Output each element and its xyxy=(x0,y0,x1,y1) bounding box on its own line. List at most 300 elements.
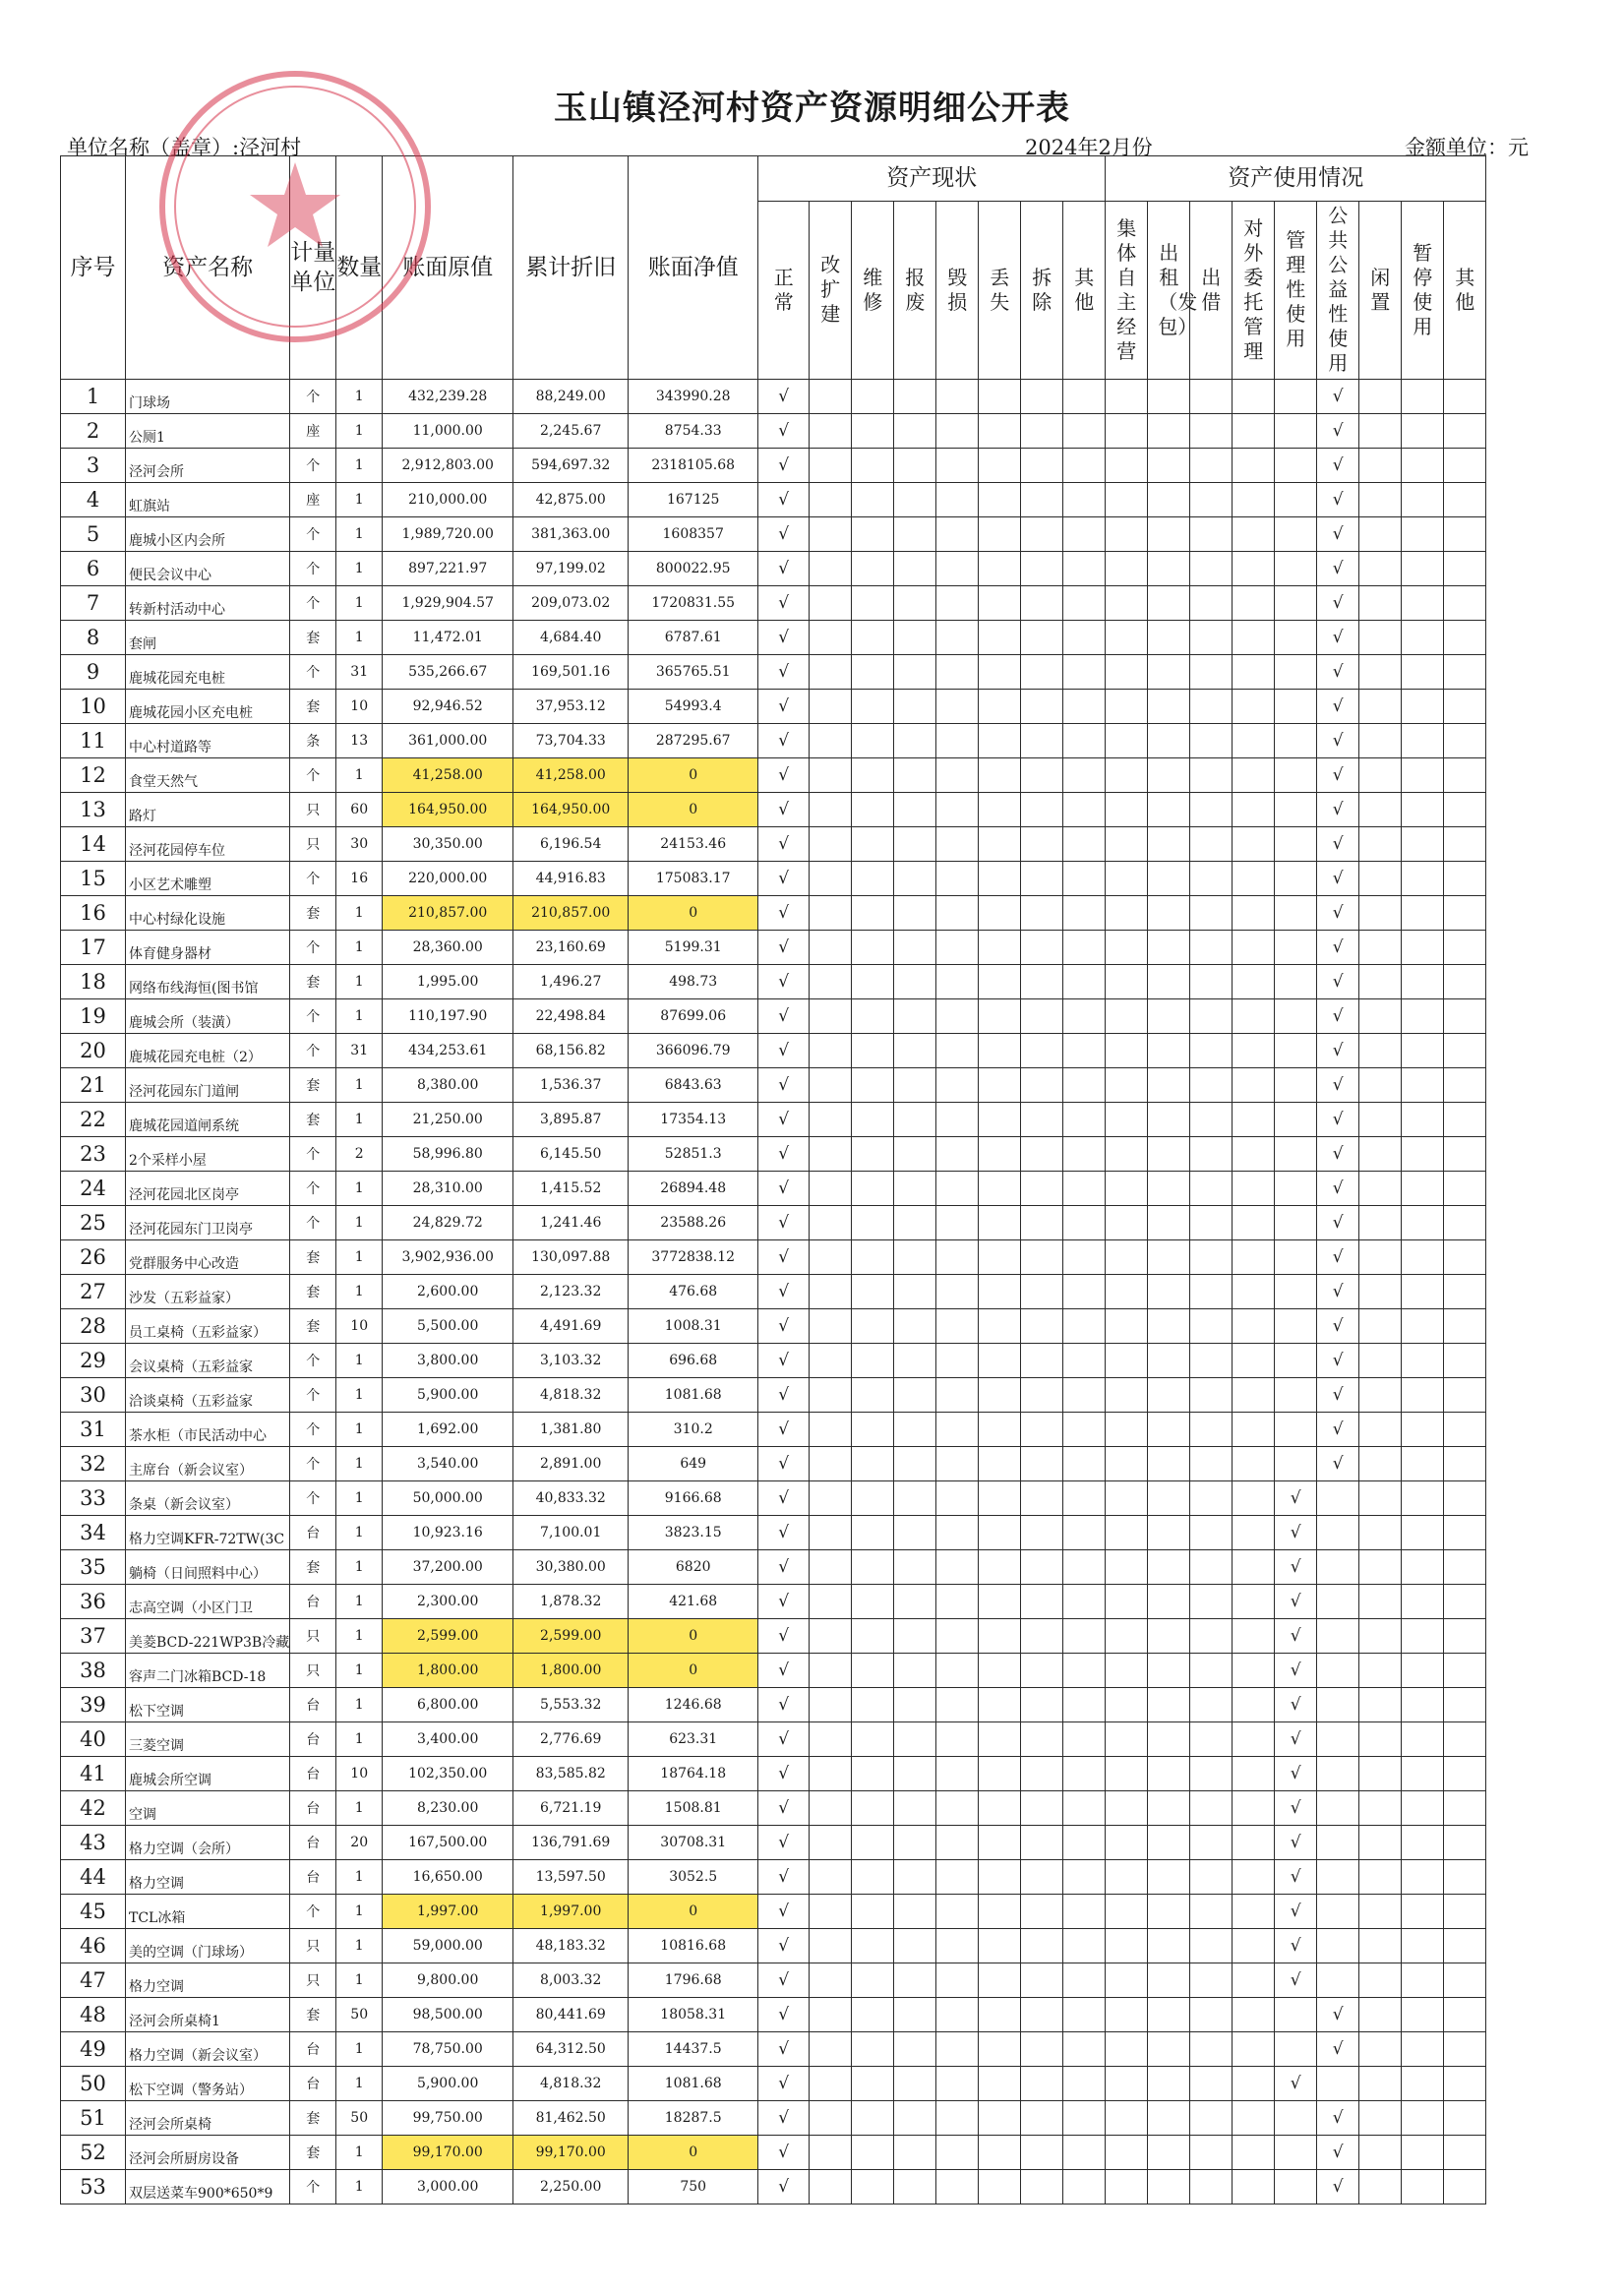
usage-check-cell xyxy=(1359,1137,1402,1172)
cell-qty: 2 xyxy=(336,1137,383,1172)
cell-idx: 17 xyxy=(61,931,126,965)
status-check-cell xyxy=(1021,1137,1063,1172)
status-check-cell xyxy=(1063,1722,1106,1757)
status-check-cell xyxy=(1021,380,1063,414)
status-check-cell xyxy=(979,1963,1021,1998)
status-check-cell: √ xyxy=(758,1895,810,1929)
cell-depr: 73,704.33 xyxy=(513,724,629,758)
cell-qty: 1 xyxy=(336,1481,383,1516)
status-check-cell xyxy=(979,1619,1021,1654)
usage-check-cell xyxy=(1444,690,1486,724)
usage-check-cell xyxy=(1359,758,1402,793)
table-row xyxy=(61,999,1486,1034)
status-check-cell xyxy=(1021,1791,1063,1826)
usage-check-cell xyxy=(1233,1344,1275,1378)
cell-name: 中心村道路等 xyxy=(126,724,290,758)
status-check-cell xyxy=(1063,1447,1106,1481)
usage-check-cell xyxy=(1402,380,1444,414)
usage-check-cell xyxy=(1106,965,1148,999)
usage-check-cell xyxy=(1106,793,1148,827)
cell-depr: 48,183.32 xyxy=(513,1929,629,1963)
usage-check-cell xyxy=(1359,690,1402,724)
status-check-cell xyxy=(894,1963,936,1998)
usage-check-cell xyxy=(1444,1413,1486,1447)
status-check-cell xyxy=(894,586,936,621)
usage-check-cell xyxy=(1148,690,1190,724)
table-row xyxy=(61,449,1486,483)
usage-check-cell: √ xyxy=(1317,2032,1359,2067)
status-check-cell xyxy=(1021,2170,1063,2204)
currency-unit-label: 金额单位：元 xyxy=(1405,136,1529,159)
status-check-cell xyxy=(852,1103,894,1137)
usage-check-cell xyxy=(1190,1481,1233,1516)
usage-check-cell xyxy=(1148,1309,1190,1344)
cell-depr: 6,721.19 xyxy=(513,1791,629,1826)
cell-idx: 11 xyxy=(61,724,126,758)
cell-qty: 1 xyxy=(336,449,383,483)
status-check-cell xyxy=(936,1172,979,1206)
status-check-cell: √ xyxy=(758,1757,810,1791)
usage-check-cell xyxy=(1359,1103,1402,1137)
status-check-cell xyxy=(1063,1137,1106,1172)
usage-check-cell xyxy=(1190,1963,1233,1998)
status-check-cell xyxy=(810,483,852,517)
status-check-cell xyxy=(1063,1068,1106,1103)
usage-check-cell xyxy=(1190,586,1233,621)
table-row xyxy=(61,1585,1486,1619)
status-check-cell xyxy=(894,931,936,965)
cell-qty: 1 xyxy=(336,483,383,517)
usage-check-cell xyxy=(1148,1447,1190,1481)
cell-orig: 99,750.00 xyxy=(383,2101,513,2136)
cell-net: 365765.51 xyxy=(629,655,758,690)
cell-unit: 个 xyxy=(290,517,336,552)
status-check-cell: √ xyxy=(758,1137,810,1172)
cell-idx: 40 xyxy=(61,1722,126,1757)
table-row xyxy=(61,965,1486,999)
status-check-cell xyxy=(894,2067,936,2101)
cell-idx: 3 xyxy=(61,449,126,483)
cell-name: 小区艺术雕塑 xyxy=(126,862,290,896)
header-group-row xyxy=(61,156,1486,202)
status-check-cell xyxy=(979,896,1021,931)
usage-check-cell xyxy=(1444,586,1486,621)
cell-orig: 21,250.00 xyxy=(383,1103,513,1137)
cell-idx: 29 xyxy=(61,1344,126,1378)
table-row xyxy=(61,414,1486,449)
usage-check-cell xyxy=(1106,1137,1148,1172)
status-check-cell: √ xyxy=(758,724,810,758)
usage-check-cell xyxy=(1359,1447,1402,1481)
status-check-cell xyxy=(894,414,936,449)
usage-check-cell xyxy=(1359,1654,1402,1688)
usage-check-cell xyxy=(1233,793,1275,827)
usage-check-cell xyxy=(1359,1688,1402,1722)
cell-idx: 35 xyxy=(61,1550,126,1585)
usage-check-cell xyxy=(1190,1585,1233,1619)
status-check-cell xyxy=(810,621,852,655)
status-check-cell xyxy=(894,1929,936,1963)
usage-check-cell xyxy=(1148,1172,1190,1206)
usage-check-cell xyxy=(1148,2136,1190,2170)
status-check-cell xyxy=(979,1722,1021,1757)
header-usage-col-5: 公共公益性使用 xyxy=(1317,202,1359,380)
usage-check-cell xyxy=(1359,1275,1402,1309)
cell-qty: 31 xyxy=(336,1034,383,1068)
cell-net: 1008.31 xyxy=(629,1309,758,1344)
cell-depr: 97,199.02 xyxy=(513,552,629,586)
usage-check-cell xyxy=(1148,414,1190,449)
status-check-cell xyxy=(1063,655,1106,690)
usage-check-cell xyxy=(1148,586,1190,621)
status-check-cell xyxy=(979,1895,1021,1929)
usage-check-cell xyxy=(1106,1447,1148,1481)
usage-check-cell xyxy=(1275,1172,1317,1206)
status-check-cell xyxy=(852,621,894,655)
cell-orig: 102,350.00 xyxy=(383,1757,513,1791)
cell-depr: 40,833.32 xyxy=(513,1481,629,1516)
status-check-cell: √ xyxy=(758,1550,810,1585)
status-check-cell xyxy=(852,1550,894,1585)
cell-qty: 60 xyxy=(336,793,383,827)
status-check-cell xyxy=(852,1757,894,1791)
table-row xyxy=(61,2136,1486,2170)
usage-check-cell xyxy=(1233,1516,1275,1550)
usage-check-cell xyxy=(1317,1757,1359,1791)
cell-unit: 套 xyxy=(290,690,336,724)
usage-check-cell xyxy=(1148,896,1190,931)
status-check-cell xyxy=(1063,483,1106,517)
cell-orig: 1,800.00 xyxy=(383,1654,513,1688)
cell-unit: 个 xyxy=(290,655,336,690)
usage-check-cell xyxy=(1148,2101,1190,2136)
usage-check-cell xyxy=(1402,1757,1444,1791)
usage-check-cell xyxy=(1148,1895,1190,1929)
cell-orig: 92,946.52 xyxy=(383,690,513,724)
usage-check-cell: √ xyxy=(1275,1481,1317,1516)
usage-check-cell xyxy=(1190,1619,1233,1654)
cell-qty: 1 xyxy=(336,1963,383,1998)
cell-orig: 24,829.72 xyxy=(383,1206,513,1240)
status-check-cell xyxy=(894,724,936,758)
status-check-cell xyxy=(1063,1619,1106,1654)
table-row xyxy=(61,1034,1486,1068)
usage-check-cell xyxy=(1148,1068,1190,1103)
cell-qty: 1 xyxy=(336,1240,383,1275)
usage-check-cell xyxy=(1444,1929,1486,1963)
cell-name: 泾河花园东门道闸 xyxy=(126,1068,290,1103)
usage-check-cell xyxy=(1148,1585,1190,1619)
status-check-cell xyxy=(894,1344,936,1378)
cell-qty: 1 xyxy=(336,758,383,793)
usage-check-cell xyxy=(1148,1034,1190,1068)
cell-idx: 2 xyxy=(61,414,126,449)
cell-depr: 381,363.00 xyxy=(513,517,629,552)
usage-check-cell xyxy=(1275,690,1317,724)
usage-check-cell xyxy=(1106,414,1148,449)
usage-check-cell xyxy=(1444,1068,1486,1103)
status-check-cell xyxy=(894,1860,936,1895)
usage-check-cell xyxy=(1444,1034,1486,1068)
cell-depr: 3,895.87 xyxy=(513,1103,629,1137)
usage-check-cell: √ xyxy=(1317,2170,1359,2204)
usage-check-cell xyxy=(1106,1378,1148,1413)
status-check-cell xyxy=(979,1344,1021,1378)
status-check-cell xyxy=(1021,2067,1063,2101)
status-check-cell xyxy=(1021,1895,1063,1929)
status-check-cell xyxy=(936,1860,979,1895)
usage-check-cell xyxy=(1233,1413,1275,1447)
cell-name: TCL冰箱 xyxy=(126,1895,290,1929)
table-row xyxy=(61,793,1486,827)
table-row xyxy=(61,1929,1486,1963)
table-row xyxy=(61,1860,1486,1895)
usage-check-cell xyxy=(1402,724,1444,758)
usage-check-cell xyxy=(1444,1688,1486,1722)
status-check-cell xyxy=(852,1068,894,1103)
status-check-cell xyxy=(936,2136,979,2170)
cell-unit: 套 xyxy=(290,1275,336,1309)
cell-name: 泾河花园停车位 xyxy=(126,827,290,862)
status-check-cell xyxy=(1063,724,1106,758)
cell-net: 0 xyxy=(629,896,758,931)
cell-name: 格力空调（新会议室） xyxy=(126,2032,290,2067)
usage-check-cell xyxy=(1148,862,1190,896)
status-check-cell xyxy=(979,517,1021,552)
status-check-cell: √ xyxy=(758,1826,810,1860)
status-check-cell xyxy=(936,793,979,827)
status-check-cell xyxy=(936,1275,979,1309)
usage-check-cell xyxy=(1402,1206,1444,1240)
usage-check-cell xyxy=(1444,1860,1486,1895)
cell-unit: 台 xyxy=(290,1516,336,1550)
status-check-cell xyxy=(810,1619,852,1654)
cell-qty: 10 xyxy=(336,690,383,724)
status-check-cell xyxy=(810,2067,852,2101)
status-check-cell xyxy=(894,449,936,483)
usage-check-cell xyxy=(1402,1240,1444,1275)
status-check-cell xyxy=(894,1137,936,1172)
usage-check-cell xyxy=(1402,1378,1444,1413)
usage-check-cell xyxy=(1106,1275,1148,1309)
usage-check-cell xyxy=(1233,827,1275,862)
usage-check-cell xyxy=(1233,1791,1275,1826)
usage-check-cell xyxy=(1444,1895,1486,1929)
status-check-cell xyxy=(979,1413,1021,1447)
status-check-cell xyxy=(1063,552,1106,586)
usage-check-cell: √ xyxy=(1317,1447,1359,1481)
status-check-cell xyxy=(894,1447,936,1481)
usage-check-cell xyxy=(1106,1068,1148,1103)
status-check-cell: √ xyxy=(758,1275,810,1309)
status-check-cell xyxy=(852,552,894,586)
cell-orig: 10,923.16 xyxy=(383,1516,513,1550)
cell-net: 0 xyxy=(629,793,758,827)
cell-depr: 1,381.80 xyxy=(513,1413,629,1447)
status-check-cell xyxy=(810,1550,852,1585)
cell-orig: 1,995.00 xyxy=(383,965,513,999)
status-check-cell xyxy=(810,449,852,483)
status-check-cell xyxy=(979,1688,1021,1722)
usage-check-cell xyxy=(1148,1998,1190,2032)
usage-check-cell xyxy=(1402,1172,1444,1206)
usage-check-cell xyxy=(1359,965,1402,999)
status-check-cell xyxy=(936,1550,979,1585)
status-check-cell xyxy=(894,1722,936,1757)
status-check-cell xyxy=(810,1103,852,1137)
cell-name: 格力空调 xyxy=(126,1963,290,1998)
cell-depr: 1,241.46 xyxy=(513,1206,629,1240)
status-check-cell xyxy=(979,586,1021,621)
cell-idx: 44 xyxy=(61,1860,126,1895)
usage-check-cell xyxy=(1402,1103,1444,1137)
status-check-cell xyxy=(852,931,894,965)
usage-check-cell xyxy=(1106,1895,1148,1929)
status-check-cell xyxy=(1021,1516,1063,1550)
status-check-cell xyxy=(936,1344,979,1378)
status-check-cell xyxy=(1063,380,1106,414)
status-check-cell xyxy=(852,1688,894,1722)
table-row xyxy=(61,1137,1486,1172)
header-status-col-7: 其他 xyxy=(1063,202,1106,380)
status-check-cell xyxy=(894,1172,936,1206)
usage-check-cell xyxy=(1106,1585,1148,1619)
usage-check-cell xyxy=(1233,999,1275,1034)
cell-net: 649 xyxy=(629,1447,758,1481)
status-check-cell xyxy=(852,1481,894,1516)
usage-check-cell xyxy=(1444,1757,1486,1791)
usage-check-cell xyxy=(1402,2101,1444,2136)
status-check-cell xyxy=(936,1963,979,1998)
status-check-cell: √ xyxy=(758,552,810,586)
status-check-cell xyxy=(936,1826,979,1860)
cell-unit: 座 xyxy=(290,483,336,517)
status-check-cell xyxy=(894,2136,936,2170)
status-check-cell xyxy=(936,2170,979,2204)
status-check-cell xyxy=(894,1585,936,1619)
status-check-cell xyxy=(1063,965,1106,999)
cell-depr: 23,160.69 xyxy=(513,931,629,965)
status-check-cell xyxy=(852,483,894,517)
usage-check-cell xyxy=(1148,1860,1190,1895)
usage-check-cell xyxy=(1359,2032,1402,2067)
cell-unit: 个 xyxy=(290,1034,336,1068)
usage-check-cell: √ xyxy=(1275,1550,1317,1585)
status-check-cell xyxy=(894,1481,936,1516)
status-check-cell xyxy=(1021,1688,1063,1722)
status-check-cell xyxy=(979,1068,1021,1103)
status-check-cell xyxy=(852,2170,894,2204)
status-check-cell: √ xyxy=(758,655,810,690)
cell-name: 泾河会所桌椅1 xyxy=(126,1998,290,2032)
status-check-cell xyxy=(810,690,852,724)
status-check-cell xyxy=(979,965,1021,999)
usage-check-cell xyxy=(1275,1103,1317,1137)
usage-check-cell: √ xyxy=(1275,1654,1317,1688)
status-check-cell xyxy=(894,793,936,827)
status-check-cell xyxy=(1063,1309,1106,1344)
status-check-cell xyxy=(979,655,1021,690)
usage-check-cell: √ xyxy=(1317,2101,1359,2136)
usage-check-cell xyxy=(1148,1103,1190,1137)
header-orig: 账面原值 xyxy=(383,156,513,380)
usage-check-cell: √ xyxy=(1317,896,1359,931)
usage-check-cell xyxy=(1317,1791,1359,1826)
status-check-cell xyxy=(1021,1929,1063,1963)
status-check-cell xyxy=(1021,1826,1063,1860)
status-check-cell xyxy=(810,965,852,999)
usage-check-cell xyxy=(1275,1206,1317,1240)
usage-check-cell xyxy=(1444,1585,1486,1619)
usage-check-cell xyxy=(1359,1172,1402,1206)
status-check-cell xyxy=(1021,2101,1063,2136)
usage-check-cell: √ xyxy=(1317,931,1359,965)
cell-qty: 1 xyxy=(336,586,383,621)
usage-check-cell xyxy=(1106,586,1148,621)
table-row xyxy=(61,2101,1486,2136)
cell-unit: 个 xyxy=(290,1413,336,1447)
table-row xyxy=(61,1103,1486,1137)
cell-qty: 1 xyxy=(336,1516,383,1550)
cell-idx: 45 xyxy=(61,1895,126,1929)
status-check-cell: √ xyxy=(758,2170,810,2204)
cell-unit: 台 xyxy=(290,1722,336,1757)
status-check-cell xyxy=(852,2032,894,2067)
usage-check-cell xyxy=(1402,1447,1444,1481)
cell-net: 3823.15 xyxy=(629,1516,758,1550)
status-check-cell xyxy=(979,827,1021,862)
status-check-cell xyxy=(936,414,979,449)
usage-check-cell xyxy=(1402,2136,1444,2170)
usage-check-cell: √ xyxy=(1317,862,1359,896)
usage-check-cell xyxy=(1402,1619,1444,1654)
status-check-cell xyxy=(852,1240,894,1275)
usage-check-cell xyxy=(1148,1826,1190,1860)
cell-unit: 个 xyxy=(290,1172,336,1206)
status-check-cell xyxy=(979,1172,1021,1206)
cell-orig: 1,929,904.57 xyxy=(383,586,513,621)
usage-check-cell xyxy=(1402,414,1444,449)
header-usage-col-8: 其他 xyxy=(1444,202,1486,380)
status-check-cell xyxy=(1021,827,1063,862)
usage-check-cell xyxy=(1402,999,1444,1034)
status-check-cell xyxy=(852,862,894,896)
usage-check-cell xyxy=(1444,1550,1486,1585)
usage-check-cell xyxy=(1190,380,1233,414)
usage-check-cell xyxy=(1402,483,1444,517)
usage-check-cell xyxy=(1106,1413,1148,1447)
status-check-cell xyxy=(852,793,894,827)
usage-check-cell xyxy=(1359,1550,1402,1585)
cell-orig: 11,000.00 xyxy=(383,414,513,449)
usage-check-cell: √ xyxy=(1275,1963,1317,1998)
usage-check-cell xyxy=(1359,793,1402,827)
cell-orig: 30,350.00 xyxy=(383,827,513,862)
status-check-cell xyxy=(979,1034,1021,1068)
cell-depr: 44,916.83 xyxy=(513,862,629,896)
status-check-cell xyxy=(810,1585,852,1619)
cell-idx: 28 xyxy=(61,1309,126,1344)
usage-check-cell: √ xyxy=(1317,380,1359,414)
status-check-cell xyxy=(1021,1309,1063,1344)
status-check-cell xyxy=(1063,1240,1106,1275)
status-check-cell xyxy=(936,2032,979,2067)
usage-check-cell xyxy=(1275,2101,1317,2136)
usage-check-cell xyxy=(1444,1240,1486,1275)
status-check-cell xyxy=(852,1206,894,1240)
cell-orig: 3,902,936.00 xyxy=(383,1240,513,1275)
status-check-cell: √ xyxy=(758,621,810,655)
